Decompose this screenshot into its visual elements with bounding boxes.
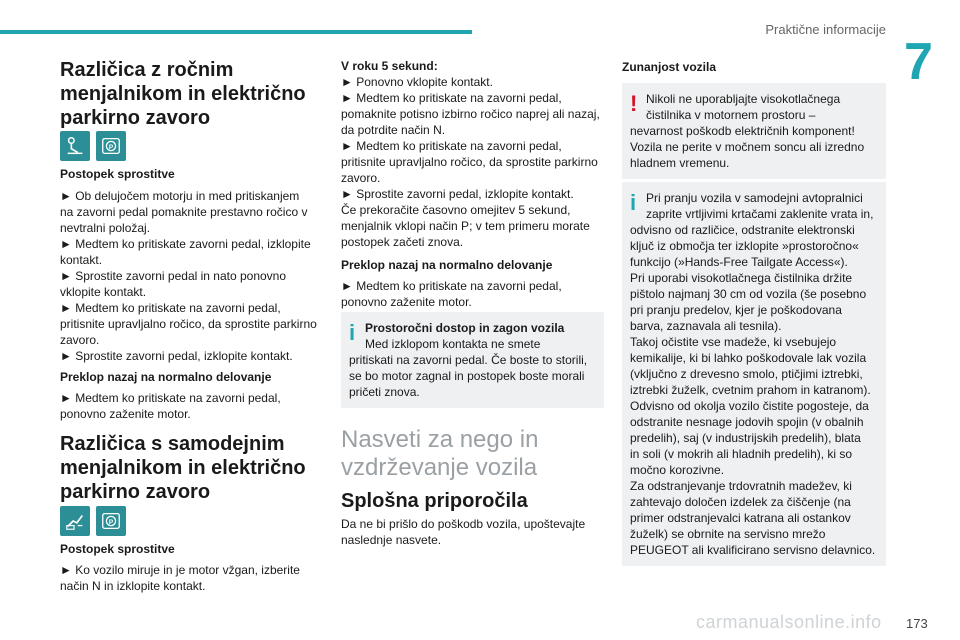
text-line: funkcijo (»Hands-Free Tailgate Access«). bbox=[630, 255, 848, 269]
text-line: PEUGEOT ali kvalificirano servisno delavnico. bbox=[630, 543, 876, 557]
text-line: hladnem vremenu. bbox=[630, 156, 730, 170]
heading-auto bbox=[60, 432, 322, 504]
text-line: in soli (v mokrih ali hladnih predelih), ki so bbox=[630, 447, 853, 461]
text-line: predelih), saj (v industrijskih predelih), blata bbox=[630, 431, 861, 445]
text-line: ponovno zaženite motor. bbox=[341, 295, 472, 309]
text-line: odstranite nesnage jodovih spojin (v obalnih bbox=[630, 415, 864, 429]
parking-brake-icon bbox=[96, 506, 126, 536]
text-line: nevarnost poškodb električnih komponent! bbox=[630, 124, 855, 138]
text-line: ► Sprostite zavorni pedal, izklopite kontakt. bbox=[341, 187, 574, 201]
text-line: pritiskati na zavorni pedal. Če boste to storili, bbox=[349, 353, 588, 367]
text-line: pištolo najmanj 30 cm od vozila (še posebno bbox=[630, 287, 867, 301]
subheading-return: Preklop nazaj na normalno delovanje bbox=[60, 370, 272, 384]
text-line: Vozila ne perite v močnem soncu ali izredno bbox=[630, 140, 865, 154]
text-line: Če prekoračite časovno omejitev 5 sekund, bbox=[341, 203, 571, 217]
heading-manual bbox=[60, 58, 322, 130]
text-line: primer odstranjevalci katrana ali ostankov bbox=[630, 511, 851, 525]
info-icon: i bbox=[630, 190, 637, 215]
chapter-number: 7 bbox=[904, 33, 933, 91]
text-line: ► Medtem ko pritiskate na zavorni pedal, bbox=[341, 139, 562, 153]
text-line: način N in izklopite kontakt. bbox=[60, 579, 206, 593]
text-line: Pri uporabi visokotlačnega čistilnika držite bbox=[630, 271, 853, 285]
page-number: 173 bbox=[906, 616, 928, 631]
text-line: ► Sprostite zavorni pedal in nato ponovno bbox=[60, 269, 287, 283]
text-line: ključ iz območja ter izklopite »prostoročno« bbox=[630, 239, 859, 253]
text-line: ► Sprostite zavorni pedal, izklopite kontakt. bbox=[60, 349, 293, 363]
text-line: močno korozivne. bbox=[630, 463, 725, 477]
warning-icon: ! bbox=[630, 91, 638, 116]
text-line: pomaknite potisno izbirno ročico naprej ali nazaj, bbox=[341, 107, 600, 121]
svg-text:P: P bbox=[108, 518, 114, 526]
text-line: zahtevajo določen izdelek za čiščenje (na bbox=[630, 495, 851, 509]
text-line: pričeti znova. bbox=[349, 385, 420, 399]
text-line: Nikoli ne uporabljajte visokotlačnega bbox=[646, 92, 841, 106]
text-line: ► Medtem ko pritiskate na zavorni pedal, bbox=[60, 301, 281, 315]
warning-box bbox=[622, 83, 886, 179]
text-line: iztrebki žuželk, cvetnim prahom in katranom). bbox=[630, 383, 871, 397]
text-line: pritisnite upravljalno ročico, da sprostite parkirno bbox=[60, 317, 317, 331]
text-line: Da ne bi prišlo do poškodb vozila, upoštevajte bbox=[341, 517, 586, 531]
general-title: Splošna priporočila bbox=[341, 490, 528, 512]
subheading-release: Postopek sprostitve bbox=[60, 167, 175, 181]
text-line: Za odstranjevanje trdovratnih madežev, ki bbox=[630, 479, 852, 493]
svg-text:P: P bbox=[108, 143, 114, 151]
section-title-line: Nasveti za nego in bbox=[341, 426, 539, 453]
text-line: Pri pranju vozila v samodejni avtopralnici bbox=[646, 191, 863, 205]
text-line: žuželk) se obrnite na servisno mrežo bbox=[630, 527, 826, 541]
text-line: da potrdite način N. bbox=[341, 123, 446, 137]
text-line: (vključno z drevesno smolo, ptičjimi iztrebki, bbox=[630, 367, 863, 381]
icons-auto bbox=[60, 506, 126, 536]
manual-gearstick-icon bbox=[60, 131, 90, 161]
parking-brake-icon bbox=[96, 131, 126, 161]
text-line: Takoj očistite vse madeže, ki vsebujejo bbox=[630, 335, 837, 349]
section-title bbox=[341, 426, 604, 482]
heading-line: menjalnikom in električno bbox=[60, 83, 306, 105]
text-line: ► Ponovno vklopite kontakt. bbox=[341, 75, 493, 89]
text-line: barva, zaznavala ali tesnila). bbox=[630, 319, 782, 333]
watermark: carmanualsonline.info bbox=[696, 612, 882, 632]
text-line: kemikalije, ki bi lahko poškodovale lak vozila bbox=[630, 351, 867, 365]
release-steps bbox=[60, 188, 322, 364]
text-line: ► Medtem ko pritiskate na zavorni pedal, bbox=[60, 391, 281, 405]
info-title: Prostoročni dostop in zagon vozila bbox=[365, 321, 565, 335]
text-line: ► Medtem ko pritiskate na zavorni pedal, bbox=[341, 91, 562, 105]
text-line: ► Medtem ko pritiskate zavorni pedal, izklopite bbox=[60, 237, 311, 251]
text-line: čistilnika v motornem prostoru – bbox=[646, 108, 816, 122]
info-box-washing bbox=[622, 182, 886, 566]
release-auto-steps bbox=[60, 562, 322, 594]
section-title-line: vzdrževanje vozila bbox=[341, 454, 538, 481]
icons-manual bbox=[60, 131, 126, 161]
heading-line: menjalnikom in električno bbox=[60, 457, 306, 479]
within-steps bbox=[341, 74, 604, 250]
header-accent-bar bbox=[0, 30, 472, 34]
text-line: odvisno od različice, odstranite elektronski bbox=[630, 223, 855, 237]
header-title: Praktične informacije bbox=[765, 22, 886, 37]
text-line: na zavorni pedal pomaknite prestavno ročico v bbox=[60, 205, 308, 219]
text-line: Odvisno od okolja vozilo čistite pogosteje, da bbox=[630, 399, 869, 413]
info-icon: i bbox=[349, 320, 356, 345]
return-steps-2 bbox=[341, 278, 604, 310]
automatic-selector-icon bbox=[60, 506, 90, 536]
text-line: menjalnik vklopi način P; v tem primeru morate bbox=[341, 219, 590, 233]
text-line: zavoro. bbox=[60, 333, 100, 347]
info-box-handsfree bbox=[341, 312, 604, 408]
heading-line: Različica z ročnim bbox=[60, 59, 234, 81]
text-line: postopek začeti znova. bbox=[341, 235, 464, 249]
within-5-seconds: V roku 5 sekund: bbox=[341, 59, 438, 73]
text-line: zavoro. bbox=[341, 171, 381, 185]
heading-line: parkirno zavoro bbox=[60, 107, 211, 129]
return-steps bbox=[60, 390, 322, 422]
heading-line: Različica s samodejnim bbox=[60, 433, 285, 455]
text-line: ponovno zaženite motor. bbox=[60, 407, 191, 421]
subheading-return-2: Preklop nazaj na normalno delovanje bbox=[341, 258, 553, 272]
heading-line: parkirno zavoro bbox=[60, 481, 211, 503]
exterior-heading: Zunanjost vozila bbox=[622, 60, 717, 74]
general-text bbox=[341, 516, 604, 548]
text-line: ► Medtem ko pritiskate na zavorni pedal, bbox=[341, 279, 562, 293]
subheading-release-auto: Postopek sprostitve bbox=[60, 542, 175, 556]
text-line: vklopite kontakt. bbox=[60, 285, 147, 299]
text-line: se bo motor zagnal in postopek boste morali bbox=[349, 369, 585, 383]
text-line: naslednje nasvete. bbox=[341, 533, 442, 547]
text-line: zaprite vrtljivimi krtačami zaklenite vrata in, bbox=[646, 207, 874, 221]
text-line: nevtralni položaj. bbox=[60, 221, 151, 235]
text-line: kontakt. bbox=[60, 253, 103, 267]
text-line: ► Ob delujočem motorju in med pritiskanjem bbox=[60, 189, 300, 203]
text-line: pritisnite upravljalno ročico, da sprostite parkirno bbox=[341, 155, 598, 169]
text-line: ► Ko vozilo miruje in je motor vžgan, izberite bbox=[60, 563, 300, 577]
text-line: Med izklopom kontakta ne smete bbox=[365, 337, 541, 351]
text-line: pri pranju predelov, kjer je poškodovana bbox=[630, 303, 842, 317]
